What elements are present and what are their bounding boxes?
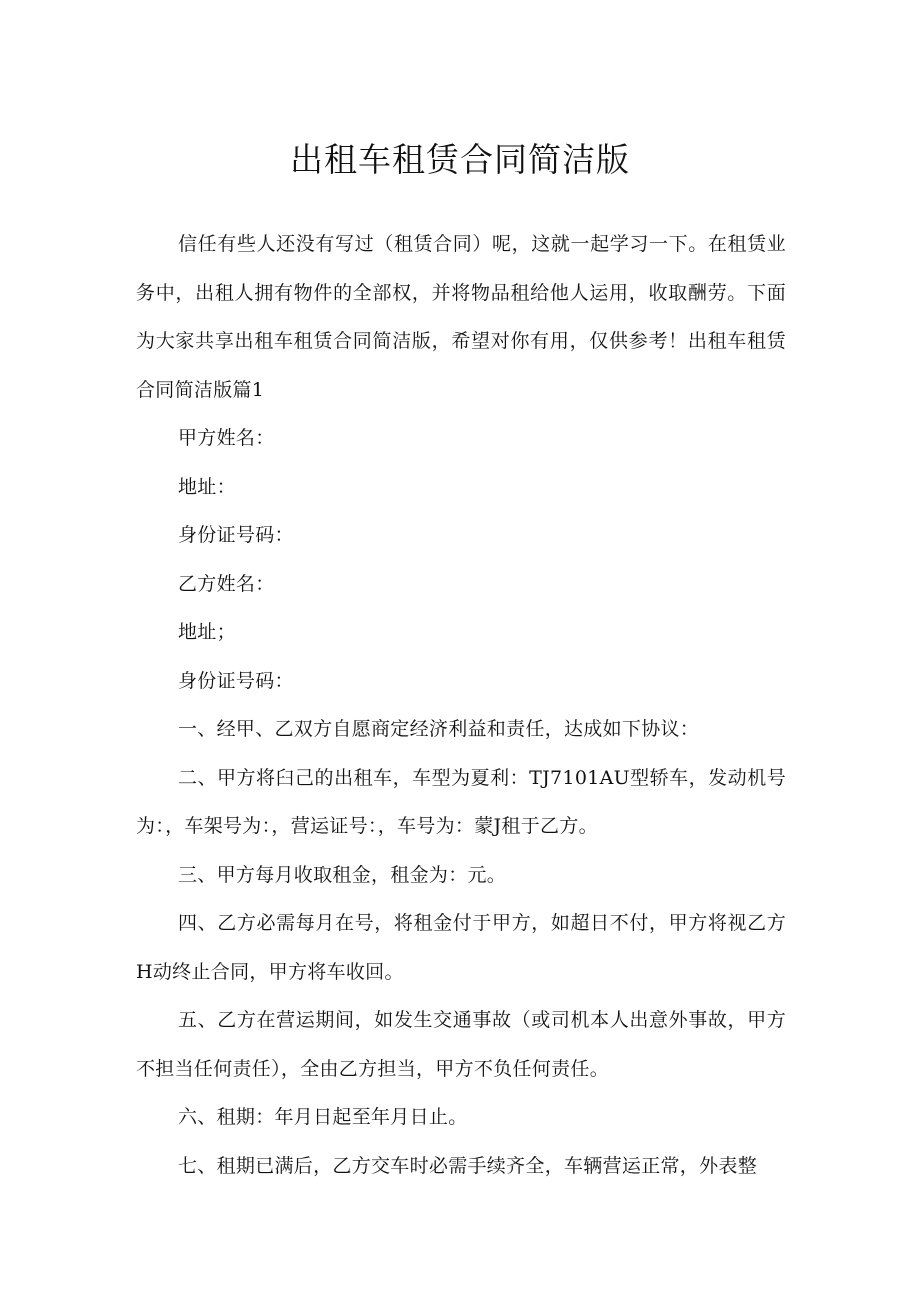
clause-7: 七、租期已满后，乙方交车时必需手续齐全，车辆营运正常，外表整 bbox=[178, 1154, 758, 1177]
paragraph-party-b-name: 乙方姓名： bbox=[178, 572, 275, 595]
document-title: 出租车租赁合同简洁版 bbox=[290, 140, 630, 179]
paragraph-party-b-id: 身份证号码： bbox=[178, 669, 294, 692]
paragraph-party-a-name: 甲方姓名： bbox=[178, 427, 275, 449]
document-body bbox=[136, 220, 786, 1190]
clause-2: 二、甲方将臼己的出租车，车型为夏利：TJ7101AU型轿车，发动机号为：，车架号为：，营运证号：，车号为：蒙J租于乙方。 bbox=[136, 766, 786, 837]
paragraph-party-b-address: 地址； bbox=[178, 621, 236, 643]
paragraph-intro: 信任有些人还没有写过（租赁合同）呢，这就一起学习一下。在租赁业务中，出租人拥有物件的全部权，并将物品租给他人运用，收取酬劳。下面为大家共享出租车租赁合同简洁版，希望对你有用，仅供参考！出租车租赁合同简洁版篇1 bbox=[136, 233, 786, 401]
paragraph-party-a-id: 身份证号码： bbox=[178, 524, 294, 546]
clause-5: 五、乙方在营运期间，如发生交通事故（或司机本人出意外事故，甲方不担当任何责任），全由乙方担当，甲方不负任何责任。 bbox=[136, 1009, 786, 1080]
clause-4: 四、乙方必需每月在号，将租金付于甲方，如超日不付，甲方将视乙方H动终止合同，甲方将车收回。 bbox=[136, 912, 786, 983]
clause-3: 三、甲方每月收取租金，租金为：元。 bbox=[178, 863, 507, 886]
clause-1: 一、经甲、乙双方自愿商定经济利益和责任，达成如下协议： bbox=[178, 718, 700, 740]
paragraph-party-a-address: 地址： bbox=[178, 475, 236, 498]
clause-6: 六、租期：年月日起至年月日止。 bbox=[178, 1106, 468, 1128]
